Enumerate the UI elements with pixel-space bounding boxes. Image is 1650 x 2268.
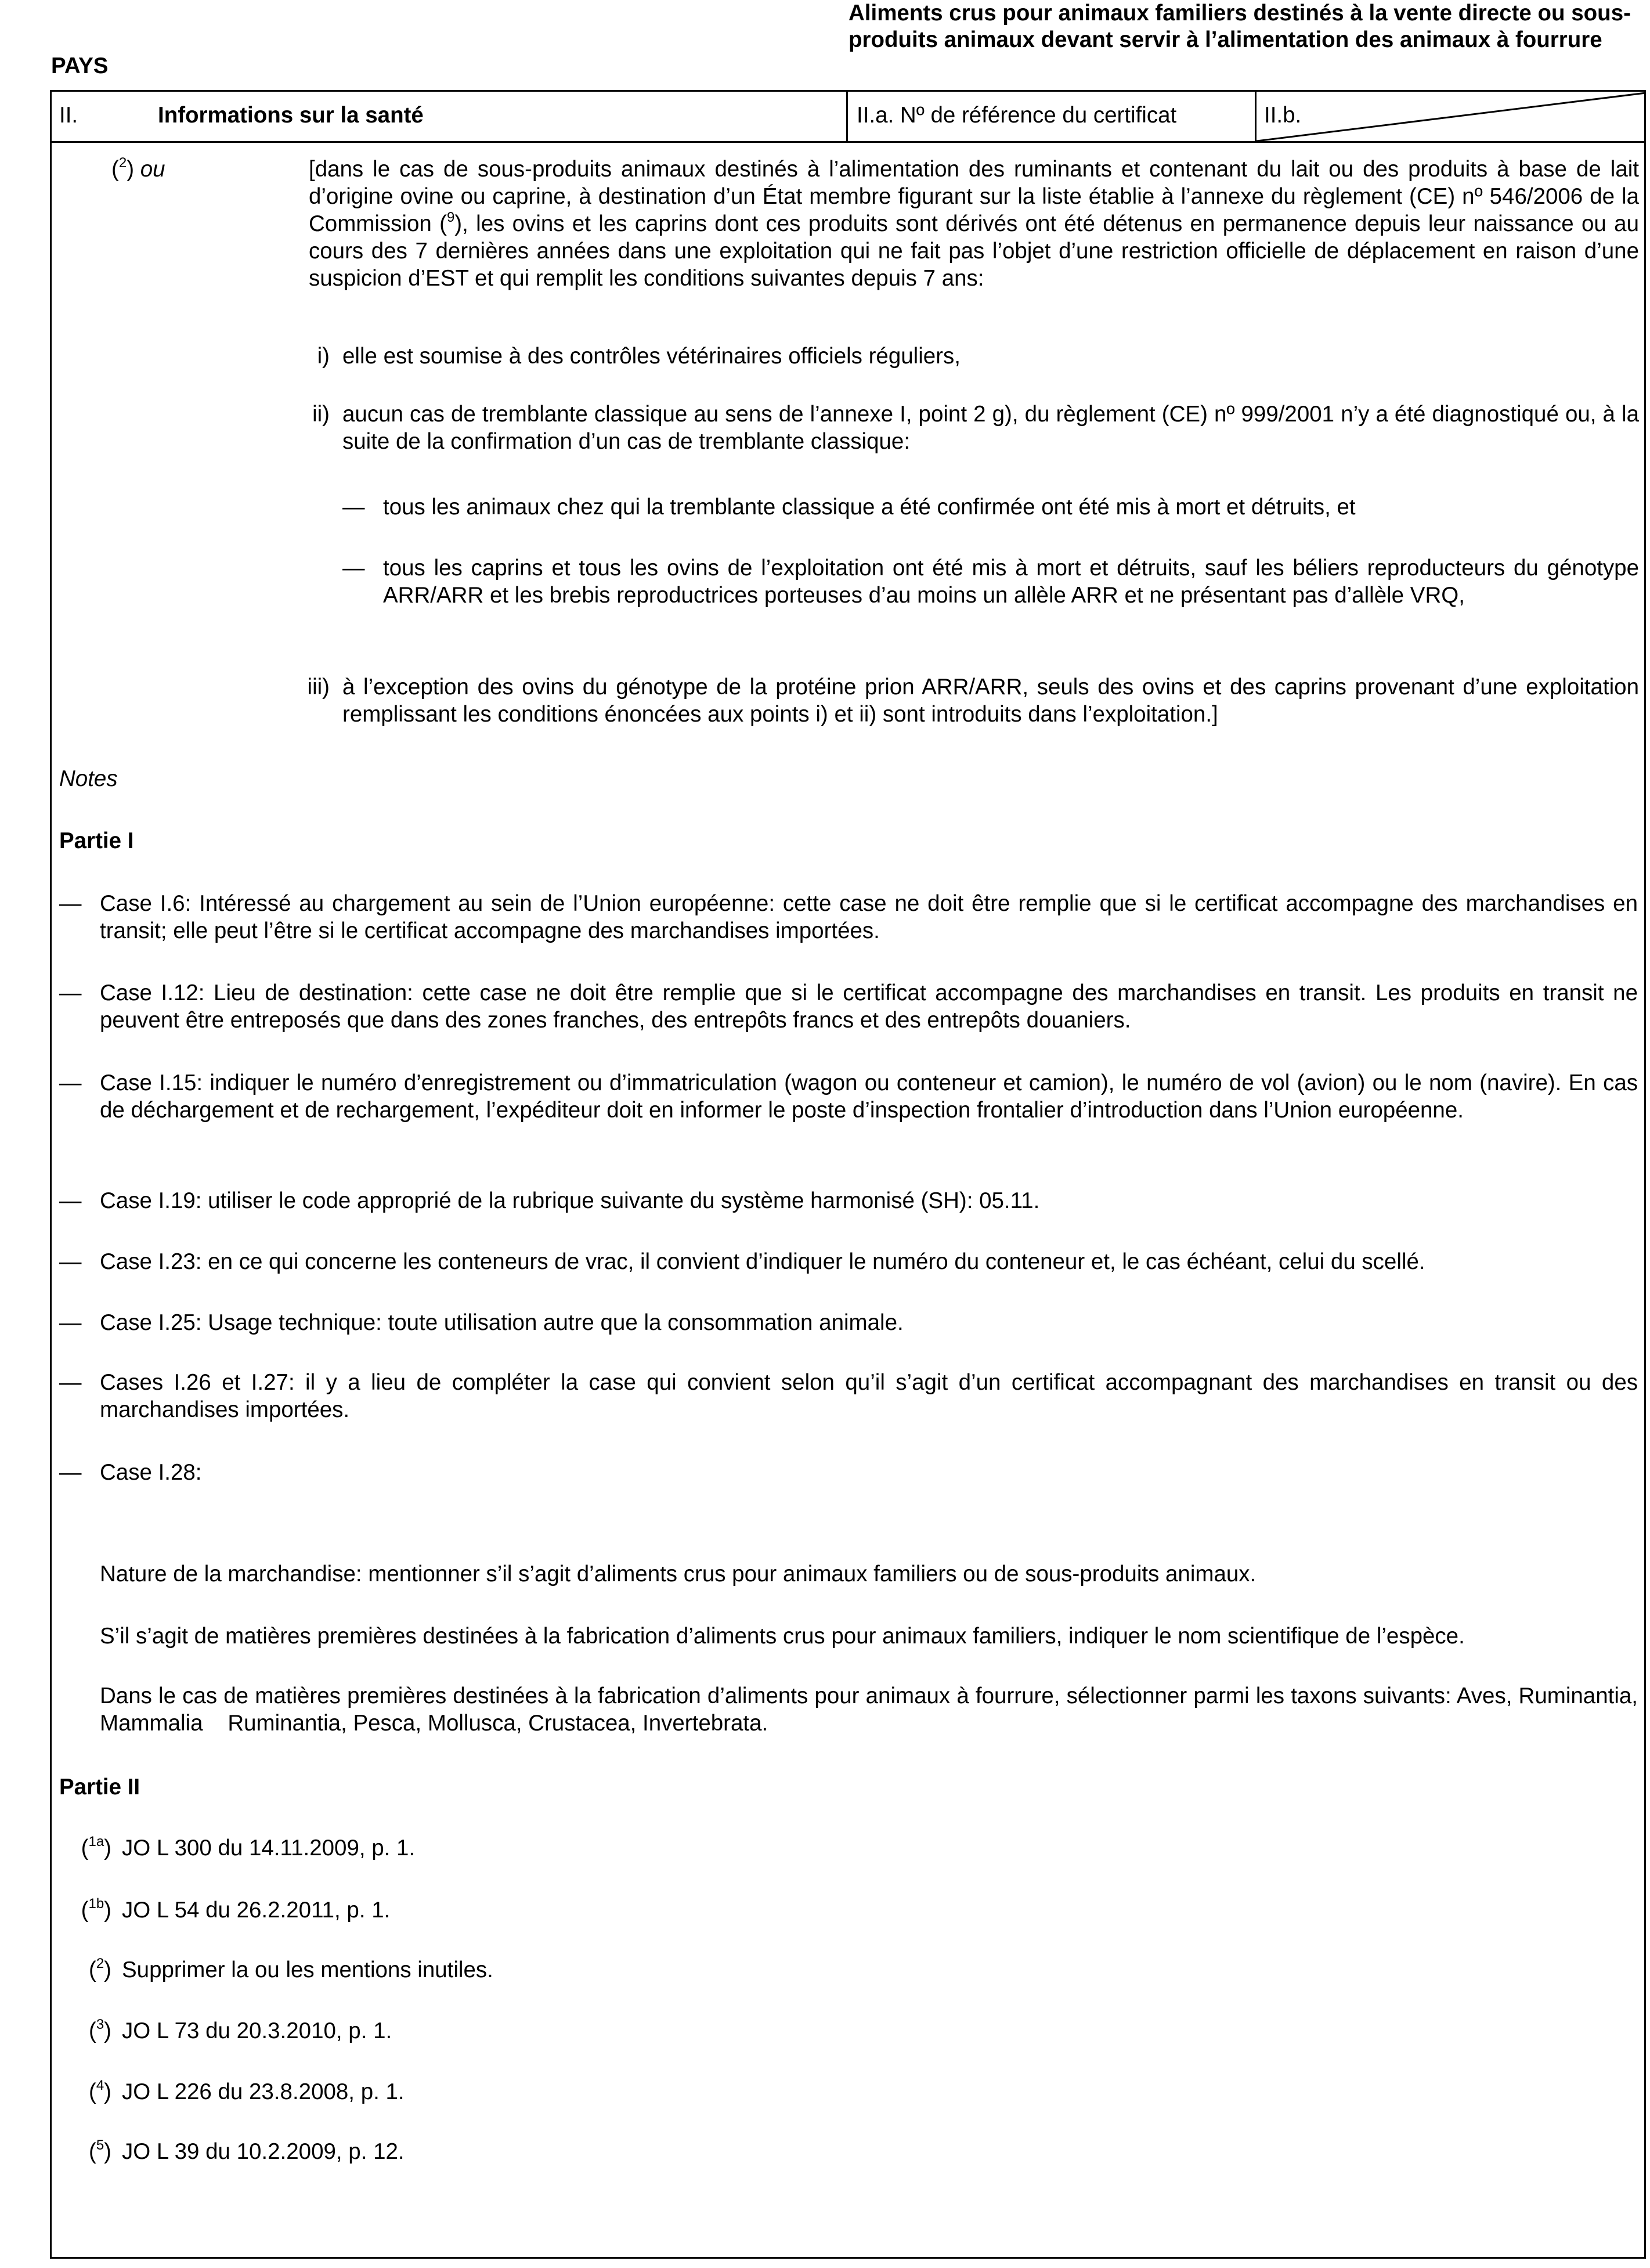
footnote-text: JO L 300 du 14.11.2009, p. 1.: [122, 1836, 416, 1860]
case28-paragraph: Dans le cas de matières premières destinées à la fabrication d’aliments pour animaux à fourrure, sélectionner parmi les taxons suivants: Aves, Ruminantia, Mammalia Ruminantia, Pesca, Mollusca, Crustacea, Invertebrata.: [100, 1683, 1644, 1736]
list-label-iii: iii): [307, 675, 330, 699]
notes-heading: Notes: [59, 766, 118, 791]
case28-paragraph: S’il s’agit de matières premières destinées à la fabrication d’aliments crus pour animaux familiers, indiquer le nom scientifique de l’espèce.: [100, 1624, 1465, 1649]
footnote-text: Supprimer la ou les mentions inutiles.: [122, 1957, 493, 1982]
footnote-ref: ($^5$): [88, 2137, 111, 2164]
dash-marker: —: [59, 1310, 82, 1335]
footnote-ref: ($^4$): [88, 2078, 111, 2104]
note-item: Case I.28:: [100, 1460, 202, 1485]
header-col-divider-1: [846, 90, 848, 142]
dash-marker: —: [59, 1460, 82, 1485]
option-paragraph: [dans le cas de sous-produits animaux destinés à l’alimentation des ruminants et contenant du lait ou des produits à base de lait d’origine ovine ou caprine, à destination d’un État membre figurant sur la liste établie à l’annexe du règlement (CE) nº 546/2006 de la Commission ($^9$), les ovins et les caprins dont ces produits sont dérivés ont été détenus en permanence depuis leur naissance ou au cours des 7 dernières années dans une exploitation qui ne fait pas l’objet d’une restriction officielle de déplacement en raison d’une suspicion d’EST et qui remplit les conditions suivantes depuis 7 ans:: [309, 157, 1639, 291]
footnote-ref: ($^3$): [88, 2017, 111, 2043]
list-label-ii: ii): [312, 402, 330, 427]
iib-label: II.b.: [1264, 103, 1302, 128]
dash-marker: —: [59, 1249, 82, 1274]
list-item-ii: aucun cas de tremblante classique au sens de l’annexe I, point 2 g), du règlement (CE) nº 999/2001 n’y a été diagnostiqué ou, à la suite de la confirmation d’un cas de tremblante classique:: [342, 402, 1639, 454]
case28-paragraph: Nature de la marchandise: mentionner s’il s’agit d’aliments crus pour animaux familiers ou de sous-produits animaux.: [100, 1562, 1257, 1586]
part-1-heading: Partie I: [59, 828, 134, 853]
dash-item: tous les caprins et tous les ovins de l’exploitation ont été mis à mort et détruits, sauf les béliers reproducteurs du génotype ARR/ARR et les brebis reproductrices porteuses d’au moins un allèle ARR et ne présentant pas d’allèle VRQ,: [383, 556, 1639, 608]
certificate-title: Aliments crus pour animaux familiers destinés à la vente directe ou sous-produits animaux devant servir à l’alimentation des animaux à fourrure: [849, 1, 1631, 52]
list-label-i: i): [317, 344, 330, 369]
dash-marker: —: [59, 1370, 82, 1395]
dash-marker: —: [59, 1188, 82, 1213]
dash-marker: —: [342, 495, 365, 520]
list-item-iii: à l’exception des ovins du génotype de la protéine prion ARR/ARR, seuls des ovins et des caprins provenant d’une exploitation remplissant les conditions énoncées aux points i) et ii) sont introduits dans l’exploitation.]: [342, 675, 1639, 727]
footnote-text: JO L 54 du 26.2.2011, p. 1.: [122, 1898, 391, 1923]
dash-marker: —: [342, 556, 365, 580]
dash-marker: —: [59, 980, 82, 1005]
certificate-reference-label: II.a. Nº de référence du certificat: [857, 103, 1177, 128]
footnote-text: JO L 39 du 10.2.2009, p. 12.: [122, 2139, 405, 2164]
footnote-ref: ($^2$): [88, 1956, 111, 1982]
option-marker: ($^2$) ou: [111, 155, 165, 182]
note-item: Case I.25: Usage technique: toute utilisation autre que la consommation animale.: [100, 1310, 904, 1335]
note-item: Case I.15: indiquer le numéro d’enregistrement ou d’immatriculation (wagon ou conteneur et camion), le numéro de vol (avion) ou le nom (navire). En cas de déchargement et de rechargement, l’expéditeur doit en informer le poste d’inspection frontalier d’introduction dans l’Union européenne.: [100, 1070, 1638, 1123]
iib-diagonal-line: [1257, 90, 1646, 142]
footnote-ref: ($^{1a}$): [81, 1834, 111, 1860]
note-item: Cases I.26 et I.27: il y a lieu de compléter la case qui convient selon qu’il s’agit d’un certificat accompagnant des marchandises en transit ou des marchandises importées.: [100, 1370, 1638, 1422]
note-item: Case I.23: en ce qui concerne les conteneurs de vrac, il convient d’indiquer le numéro du conteneur et, le cas échéant, celui du scellé.: [100, 1249, 1425, 1274]
note-item: Case I.6: Intéressé au chargement au sein de l’Union européenne: cette case ne doit être remplie que si le certificat accompagne des marchandises en transit; elle peut l’être si le certificat accompagne des marchandises importées.: [100, 891, 1638, 943]
section-title: Informations sur la santé: [158, 103, 424, 128]
footnote-text: JO L 73 du 20.3.2010, p. 1.: [122, 2018, 392, 2043]
note-item: Case I.19: utiliser le code approprié de la rubrique suivante du système harmonisé (SH): 05.11.: [100, 1188, 1040, 1213]
footnote-ref: ($^{1b}$): [81, 1896, 111, 1923]
country-label: PAYS: [51, 53, 109, 78]
dash-marker: —: [59, 1070, 82, 1095]
list-item-i: elle est soumise à des contrôles vétérinaires officiels réguliers,: [342, 344, 961, 369]
part-2-heading: Partie II: [59, 1775, 140, 1800]
note-item: Case I.12: Lieu de destination: cette case ne doit être remplie que si le certificat accompagne des marchandises en transit. Les produits en transit ne peuvent être entreposés que dans des zones franches, des entrepôts francs et des entrepôts douaniers.: [100, 980, 1638, 1033]
footnote-text: JO L 226 du 23.8.2008, p. 1.: [122, 2079, 405, 2104]
dash-marker: —: [59, 891, 82, 916]
section-number: II.: [59, 103, 78, 128]
dash-item: tous les animaux chez qui la tremblante classique a été confirmée ont été mis à mort et détruits, et: [383, 495, 1356, 520]
